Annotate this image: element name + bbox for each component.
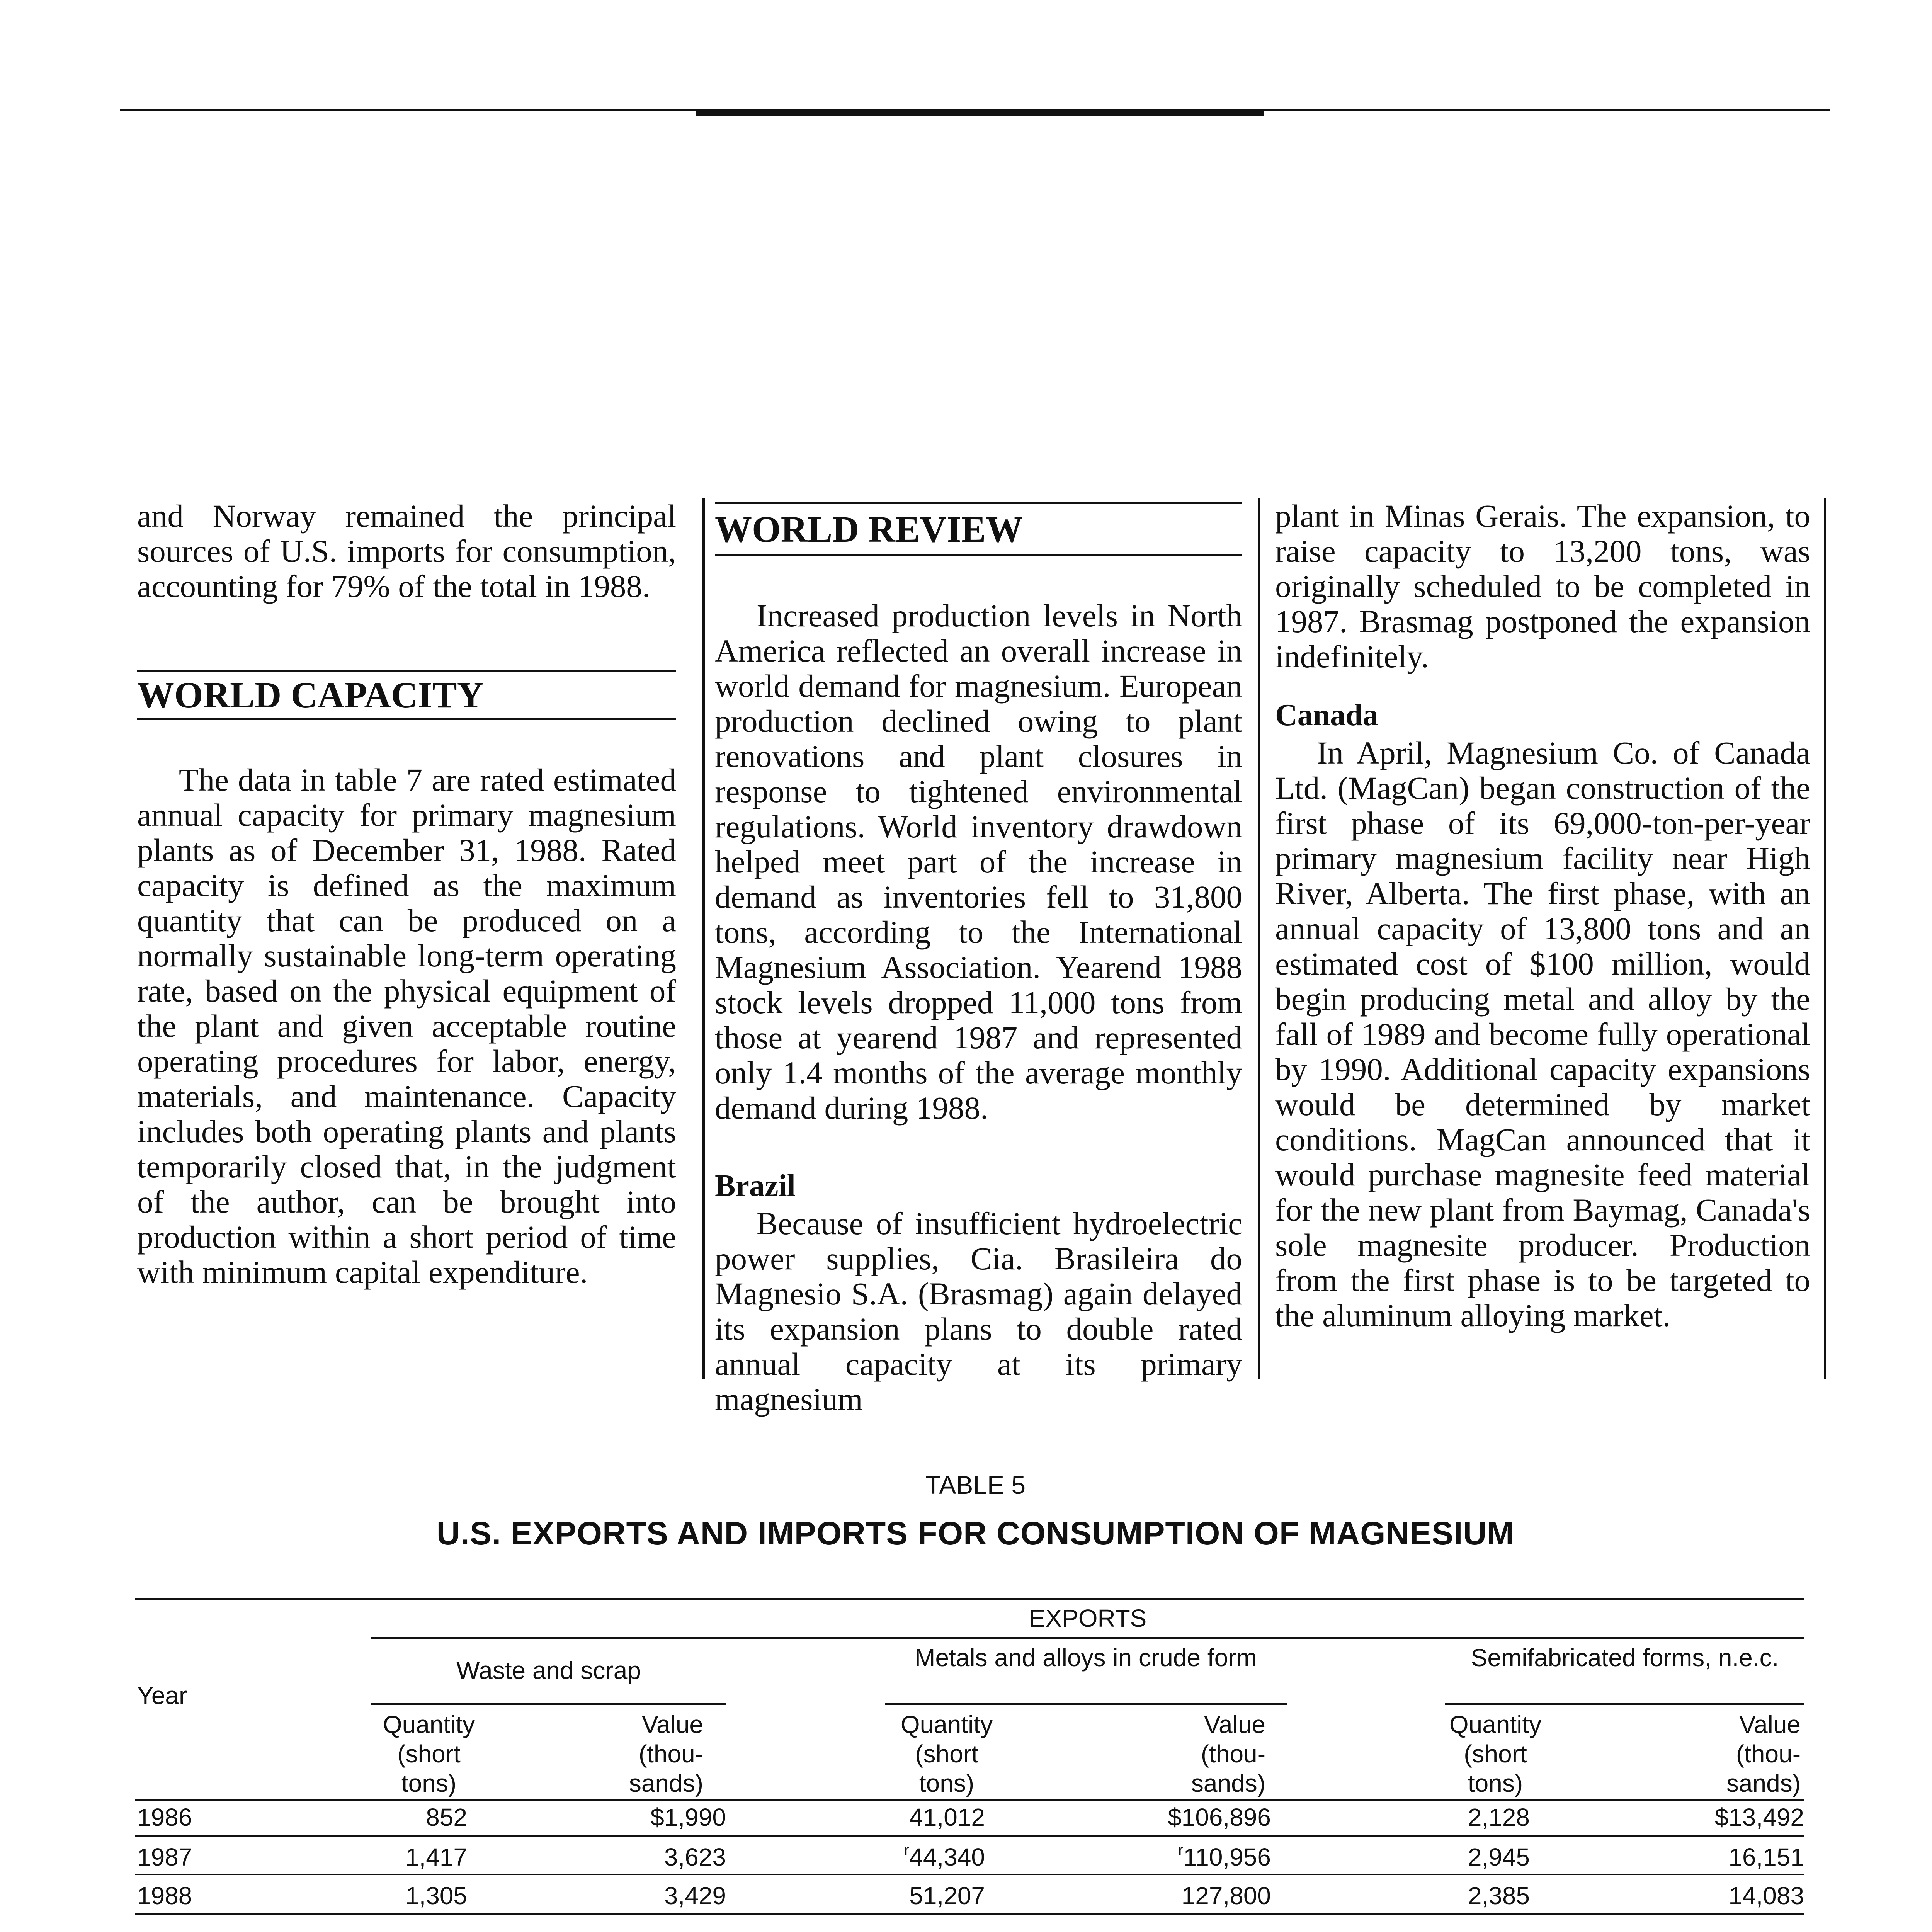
canada-paragraph: In April, Magnesium Co. of Canada Ltd. (MagCan) began construction of the first phase of its 69,000-ton-per-year primary magnesium facility near High River, Alberta. The first phase, with an annual capacity of 13,800 tons and an estimated cost of $100 million, would begin producing metal and alloy by the fall of 1989 and become fully operational by 1990. Additional capacity expansions would be determined by market conditions. MagCan announced that it would purchase magnesite feed material for the new plant from Baymag, Canada's sole magnesite producer. Production from the first phase is to be targeted to the aluminum alloying market. (1275, 735, 1810, 1333)
col-header-quantity: Quantity (short tons) (1449, 1711, 1542, 1797)
brazil-paragraph: Because of insufficient hydroelectric power supplies, Cia. Brasileira do Magnesio S.A. (Brasmag) again delayed its expansion plans to double rated annual capacity at its primary magnesium (715, 1206, 1242, 1417)
table-cell: $106,896 (1168, 1803, 1271, 1831)
table-cell: 3,429 (664, 1882, 726, 1910)
exports-group-rule (885, 1703, 1287, 1705)
section-rule-bottom (137, 718, 676, 720)
table-cell: 2,128 (1468, 1803, 1530, 1831)
exports-group-semifabricated: Semifabricated forms, n.e.c. (1471, 1644, 1779, 1672)
exports-label: EXPORTS (1029, 1604, 1147, 1632)
table-cell: 1,417 (405, 1843, 467, 1871)
table-cell: 41,012 (909, 1803, 985, 1831)
table-cell: $1,990 (650, 1803, 726, 1831)
top-rule-accent (696, 109, 1264, 116)
table-top-rule (135, 1598, 1804, 1600)
row-rule (135, 1835, 1804, 1837)
table-cell: 2,945 (1468, 1843, 1530, 1871)
section-rule-bottom (715, 554, 1242, 556)
row-year: 1988 (137, 1882, 192, 1910)
exports-group-waste-scrap: Waste and scrap (456, 1656, 641, 1684)
table-cell: $^r$110,956 (1178, 1842, 1271, 1871)
col-header-value: Value (thou- sands) (1726, 1711, 1801, 1797)
section-heading-world-capacity: WORLD CAPACITY (137, 674, 484, 716)
column-divider-right (1824, 498, 1826, 1379)
table-cell: 1,305 (405, 1882, 467, 1910)
col-header-value: Value (thou- sands) (629, 1711, 703, 1797)
col-header-quantity: Quantity (short tons) (900, 1711, 993, 1797)
row-year: 1986 (137, 1803, 192, 1831)
exports-group-rule (371, 1703, 726, 1705)
middle-column (715, 498, 1242, 1417)
table-cell: 51,207 (909, 1882, 985, 1910)
exports-bottom-rule (135, 1913, 1804, 1915)
section-heading-world-review: WORLD REVIEW (715, 509, 1023, 550)
table-cell: $^r$44,340 (904, 1842, 985, 1871)
table-cell: 127,800 (1181, 1882, 1271, 1910)
exports-rule (371, 1637, 1804, 1639)
col-header-value: Value (thou- sands) (1191, 1711, 1265, 1797)
left-column (137, 498, 676, 1290)
table-cell: 16,151 (1728, 1843, 1804, 1871)
table-cell: 852 (426, 1803, 467, 1831)
table-number: TABLE 5 (925, 1471, 1026, 1499)
year-label: Year (137, 1682, 187, 1709)
section-rule-top (137, 670, 676, 672)
col-header-quantity: Quantity (short tons) (383, 1711, 475, 1797)
table-cell: $13,492 (1714, 1803, 1804, 1831)
row-rule (135, 1874, 1804, 1875)
world-capacity-paragraph: The data in table 7 are rated estimated annual capacity for primary magnesium plants as of December 31, 1988. Rated capacity is defined as the maximum quantity that can be produced on a normally sustainable long-term operating rate, based on the physical equipment of the plant and given acceptable routine operating procedures for labor, energy, materials, and maintenance. Capacity includes both operating plants and plants temporarily closed that, in the judgment of the author, can be brought into production within a short period of time with minimum capital expenditure. (137, 762, 676, 1290)
left-intro-paragraph: and Norway remained the principal sources of U.S. imports for consumption, accounting for 79% of the total in 1988. (137, 498, 676, 604)
right-column (1275, 498, 1810, 1333)
table-cell: 2,385 (1468, 1882, 1530, 1910)
column-divider-1 (702, 498, 705, 1379)
column-divider-2 (1258, 498, 1260, 1379)
exports-header-bottom-rule (135, 1799, 1804, 1801)
exports-group-metals-alloys: Metals and alloys in crude form (915, 1644, 1257, 1672)
brazil-continued-paragraph: plant in Minas Gerais. The expansion, to raise capacity to 13,200 tons, was originally scheduled to be completed in 1987. Brasmag postponed the expansion indefinitely. (1275, 498, 1810, 674)
subheading-brazil: Brazil (715, 1169, 796, 1203)
exports-group-rule (1445, 1703, 1804, 1705)
subheading-canada: Canada (1275, 698, 1378, 732)
row-year: 1987 (137, 1843, 192, 1871)
table-cell: 3,623 (664, 1843, 726, 1871)
world-review-paragraph: Increased production levels in North America reflected an overall increase in world demand for magnesium. European production declined owing to plant renovations and plant closures in response to tightened environmental regulations. World inventory drawdown helped meet part of the increase in demand as inventories fell to 31,800 tons, according to the International Magnesium Association. Yearend 1988 stock levels dropped 11,000 tons from those at yearend 1987 and represented only 1.4 months of the average monthly demand during 1988. (715, 598, 1242, 1126)
table-title: U.S. EXPORTS AND IMPORTS FOR CONSUMPTION OF MAGNESIUM (436, 1515, 1515, 1551)
section-rule-top (715, 502, 1242, 504)
table-cell: 14,083 (1728, 1882, 1804, 1910)
